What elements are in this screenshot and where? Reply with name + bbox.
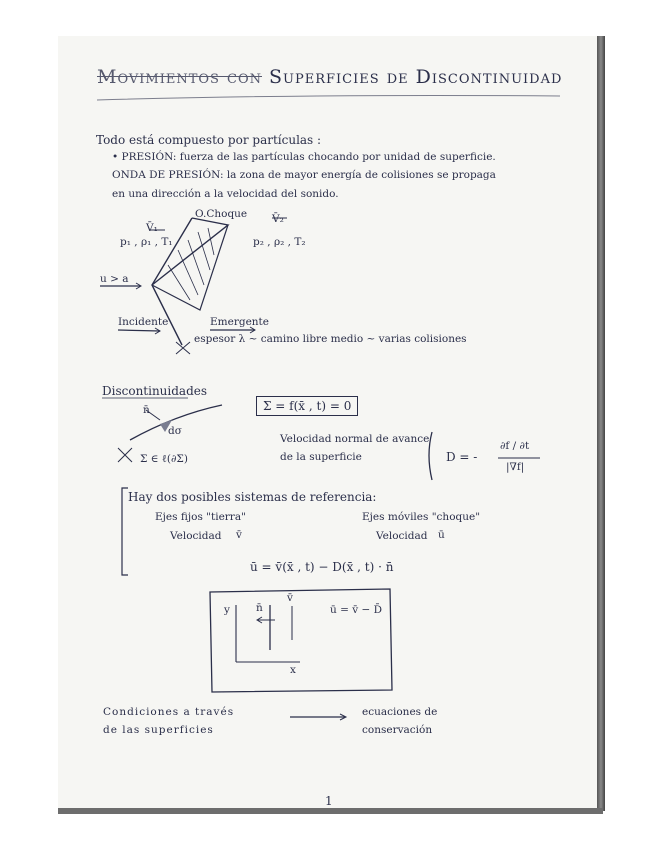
title-main-text: Superficies de Discontinuidad: [269, 66, 563, 88]
intro-line-3: ONDA DE PRESIÓN: la zona de mayor energía de colisiones se propaga: [112, 169, 496, 181]
conditions-left-2: de las superficies: [103, 724, 214, 736]
x-axis-label: x: [290, 664, 296, 676]
velocity-note-1: Velocidad normal de avance: [280, 433, 430, 445]
state-1-label: p₁ , ρ₁ , T₁: [120, 236, 173, 248]
emergent-label: Emergente: [210, 316, 269, 328]
thickness-note: espesor λ ~ camino libre medio ~ varias colisiones: [194, 333, 467, 345]
velocity-relation: ū = v̄(x̄ , t) − D(x̄ , t) · n̄: [250, 560, 394, 574]
conditions-left-1: Condiciones a través: [103, 706, 235, 718]
page-number: 1: [325, 794, 333, 808]
d-equation-numerator: ∂f / ∂t: [500, 440, 530, 452]
title-struck-text: Movimientos con: [97, 66, 262, 88]
sketch-v-label: v̄: [287, 592, 293, 604]
dsigma-label: dσ: [168, 425, 182, 437]
v1-label: V̄₁: [146, 222, 158, 234]
v2-label: V̄₂: [272, 213, 284, 225]
y-axis-label: y: [224, 604, 230, 616]
sketch-equation: ū = v̄ − D̄: [330, 604, 383, 616]
conditions-right-1: ecuaciones de: [362, 706, 438, 718]
moving-velocity-symbol: ū: [438, 529, 445, 541]
moving-frame-label: Ejes móviles "choque": [362, 511, 481, 523]
discontinuities-heading: Discontinuidades: [102, 384, 208, 398]
fixed-velocity-label: Velocidad: [170, 530, 222, 542]
d-equation-left: D = -: [446, 450, 478, 464]
intro-line-2: • PRESIÓN: fuerza de las partículas chocando por unidad de superficie.: [112, 151, 496, 163]
fixed-frame-label: Ejes fijos "tierra": [155, 511, 246, 523]
fixed-velocity-symbol: v̄: [236, 529, 242, 541]
sketch-normal-label: n̄: [256, 602, 263, 614]
velocity-note-2: de la superficie: [280, 451, 362, 463]
state-2-label: p₂ , ρ₂ , T₂: [253, 236, 306, 248]
frames-heading: Hay dos posibles sistemas de referencia:: [128, 490, 377, 504]
intro-line-4: en una dirección a la velocidad del sonido.: [112, 188, 339, 200]
moving-velocity-label: Velocidad: [376, 530, 428, 542]
d-equation-denominator: |∇f|: [506, 461, 525, 473]
intro-line-1: Todo está compuesto por partículas :: [96, 133, 322, 147]
conditions-right-2: conservación: [362, 724, 433, 736]
normal-label: n̄: [143, 404, 150, 416]
shock-label: O.Choque: [195, 208, 248, 220]
sigma-label: Σ ∈ ℓ(∂Σ): [140, 453, 188, 465]
surface-equation-box: Σ = f(x̄ , t) = 0: [256, 396, 358, 416]
incident-label: Incidente: [118, 316, 169, 328]
u-label: u > a: [100, 273, 129, 285]
